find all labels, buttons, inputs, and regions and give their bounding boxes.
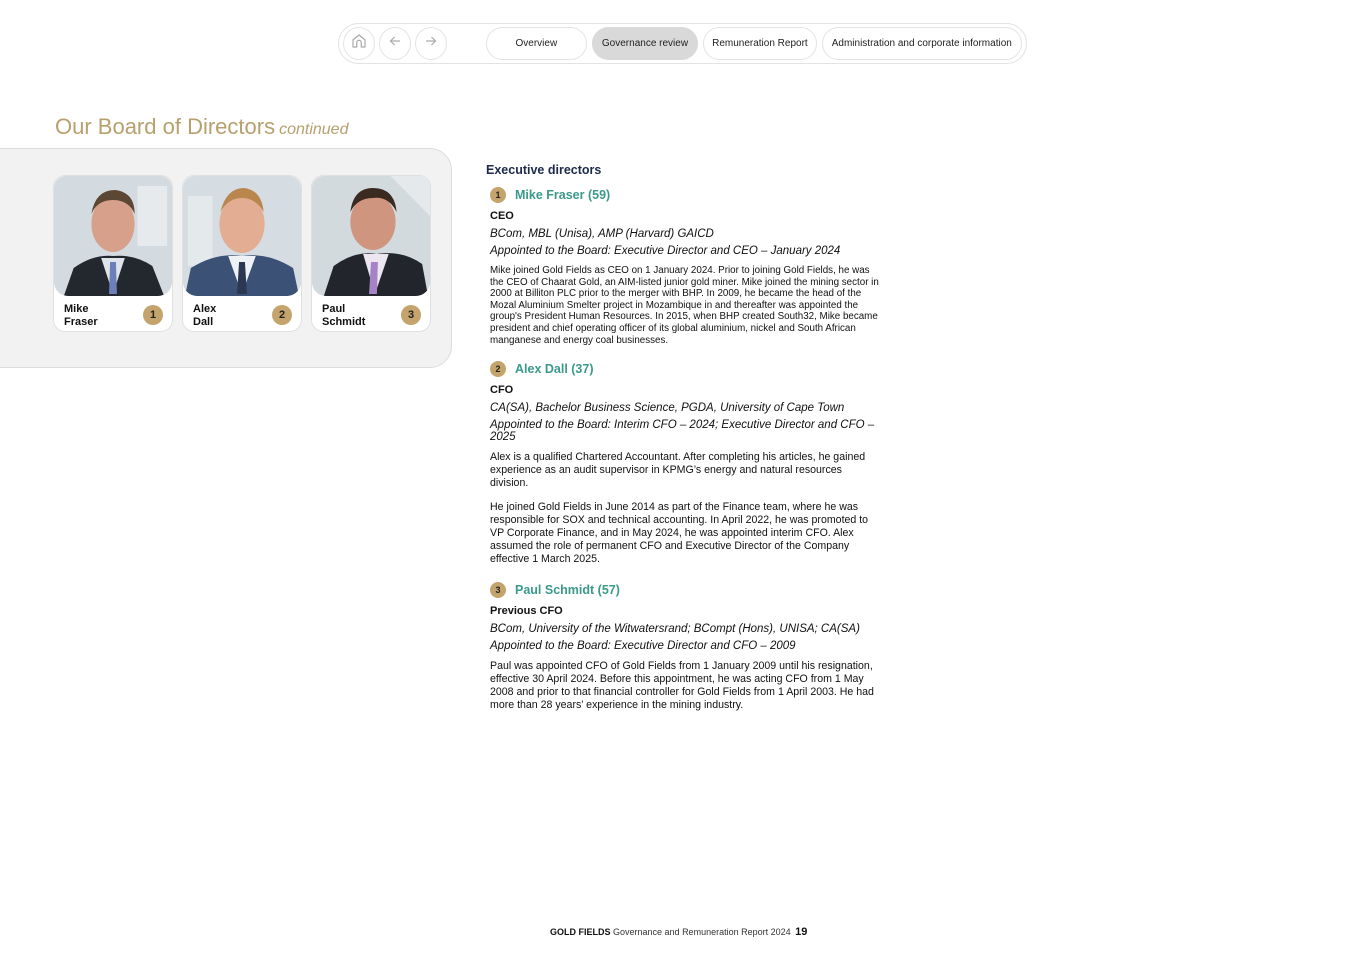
director-bio: Paul was appointed CFO of Gold Fields from 1 January 2009 until his resignation, effective 30 April 2024. Before this appointment, he was acting CFO from 1 May 2008 and prior to that financial controller for Gold Fields from 1 April 2003. He had more than 28 years’ experience in the mining industry. [490, 660, 874, 712]
page-footer [550, 926, 807, 938]
number-badge: 1 [143, 305, 163, 325]
card-name: Paul Schmidt [322, 303, 366, 328]
director-photo [312, 176, 430, 296]
number-badge: 2 [490, 361, 506, 377]
page-title-suffix: continued [279, 121, 349, 138]
director-appointment: Appointed to the Board: Executive Director and CFO – 2009 [490, 640, 796, 653]
arrow-right-icon [422, 32, 440, 55]
director-role: CFO [490, 384, 514, 397]
tab-remuneration-report[interactable]: Remuneration Report [703, 27, 816, 60]
number-badge: 2 [272, 305, 292, 325]
tab-governance-review[interactable]: Governance review [592, 27, 699, 60]
director-photo [183, 176, 301, 296]
page-title-main: Our Board of Directors [55, 114, 276, 139]
director-card-alex-dall[interactable] [182, 175, 302, 332]
director-appointment: Appointed to the Board: Executive Director and CEO – January 2024 [490, 245, 841, 257]
home-button[interactable] [343, 27, 375, 60]
director-qualifications: CA(SA), Bachelor Business Science, PGDA, University of Cape Town [490, 402, 845, 415]
director-name: Paul Schmidt (57) [515, 583, 620, 598]
director-card-mike-fraser[interactable] [53, 175, 173, 332]
footer-report-title: Governance and Remuneration Report 2024 [613, 927, 791, 937]
director-name: Mike Fraser (59) [515, 188, 611, 202]
director-appointment: Appointed to the Board: Interim CFO – 2024; Executive Director and CFO – 2025 [490, 419, 875, 444]
director-bio: Alex is a qualified Chartered Accountant. After completing his articles, he gained experience as an audit supervisor in KPMG’s energy and natural resources division. [490, 451, 866, 490]
top-navigation [338, 23, 1027, 64]
footer-brand: GOLD FIELDS [550, 927, 611, 937]
page-number: 19 [795, 926, 808, 938]
back-button[interactable] [379, 27, 411, 60]
arrow-left-icon [386, 32, 404, 55]
director-name: Alex Dall (37) [515, 362, 594, 377]
home-icon [350, 32, 368, 55]
number-badge: 1 [490, 187, 506, 203]
forward-button[interactable] [415, 27, 447, 60]
number-badge: 3 [490, 582, 506, 598]
director-qualifications: BCom, University of the Witwatersrand; BCompt (Hons), UNISA; CA(SA) [490, 623, 860, 636]
page-title [55, 114, 348, 140]
tab-administration[interactable]: Administration and corporate information [822, 27, 1022, 60]
director-bio: Mike joined Gold Fields as CEO on 1 January 2024. Prior to joining Gold Fields, he was the CEO of Chaarat Gold, an AIM-listed junior gold miner. Mike joined the mining sector in 2000 at Billiton PLC prior to the merger with BHP. In 2009, he became the head of the Mozal Aluminium Smelter project in Mozambique in and thereafter was appointed the group's President Human Resources. In 2015, when BHP created South32, Mike became president and chief operating officer of its global aluminium, nickel and South African manganese and energy coal businesses. [490, 265, 879, 346]
director-entry-paul-schmidt [486, 581, 881, 712]
director-qualifications: BCom, MBL (Unisa), AMP (Harvard) GAICD [490, 228, 714, 240]
number-badge: 3 [401, 305, 421, 325]
director-entry-alex-dall [486, 360, 881, 566]
tab-overview[interactable]: Overview [486, 27, 587, 60]
director-role: Previous CFO [490, 605, 563, 618]
director-bio: He joined Gold Fields in June 2014 as part of the Finance team, where he was responsible for SOX and technical accounting. In April 2022, he was promoted to VP Corporate Finance, and in May 2024, he was appointed interim CFO. Alex assumed the role of permanent CFO and Executive Director of the Company effective 1 March 2025. [490, 501, 869, 566]
director-entry-mike-fraser [486, 186, 881, 346]
section-heading: Executive directors [486, 163, 602, 177]
director-role: CEO [490, 210, 514, 222]
card-name: Alex Dall [193, 303, 217, 328]
director-photo [54, 176, 172, 296]
card-name: Mike Fraser [64, 303, 98, 328]
executive-directors-section [486, 163, 881, 712]
director-card-paul-schmidt[interactable] [311, 175, 431, 332]
